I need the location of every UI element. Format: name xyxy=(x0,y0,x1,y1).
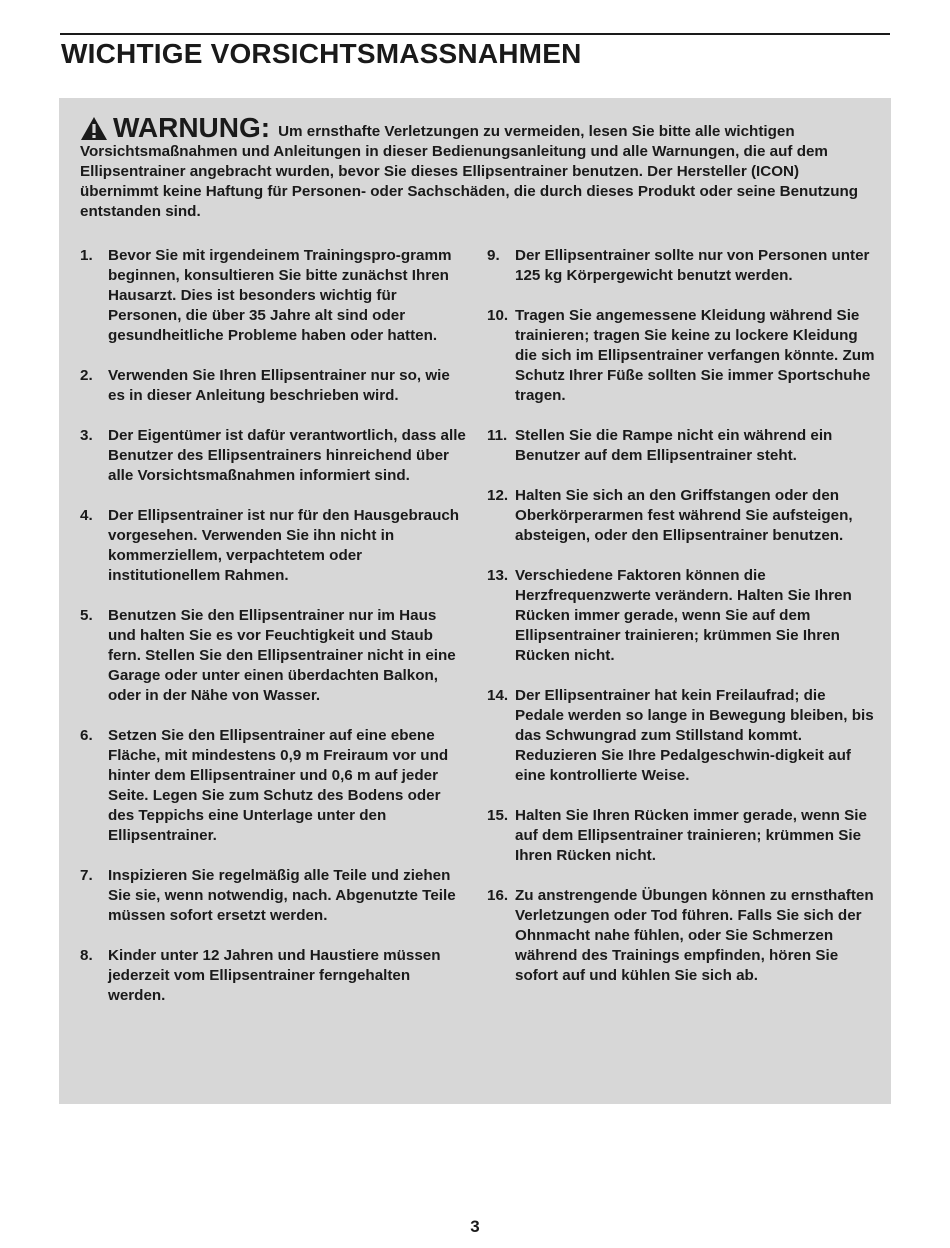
item-text: Der Eigentümer ist dafür verantwortlich, dass alle Benutzer des Ellipsentrainers hinreichend über alle Vorsichtsmaßnahmen informiert sind. xyxy=(108,427,466,484)
item-text: Tragen Sie angemessene Kleidung während Sie trainieren; tragen Sie keine zu lockere Kleidung die sich im Ellipsentrainer verfangen könnte. Zum Schutz Ihrer Füße sollten Sie immer Sportschuhe tragen. xyxy=(515,307,875,404)
item-text: Der Ellipsentrainer ist nur für den Hausgebrauch vorgesehen. Verwenden Sie ihn nicht in kommerziellem, verpachtetem oder institutionellem Rahmen. xyxy=(108,507,460,584)
item-text: Setzen Sie den Ellipsentrainer auf eine ebene Fläche, mit mindestens 0,9 m Freiraum vor und hinter dem Ellipsentrainer und 0,6 m auf jeder Seite. Legen Sie zum Schutz des Bodens oder des Teppichs eine Unterlage unter den Ellipsentrainer. xyxy=(108,727,449,844)
item-text: Kinder unter 12 Jahren und Haustiere müssen jederzeit vom Ellipsentrainer ferngehalten werden. xyxy=(108,947,441,1004)
item-number: 8. xyxy=(80,947,93,964)
item-number: 15. xyxy=(487,807,509,824)
item-number: 2. xyxy=(80,367,93,384)
precautions-right-column xyxy=(487,246,877,1006)
warning-paragraph xyxy=(80,114,875,222)
item-text: Inspizieren Sie regelmäßig alle Teile und ziehen Sie sie, wenn notwendig, nach. Abgenutzte Teile müssen sofort ersetzt werden. xyxy=(108,867,456,924)
list-item xyxy=(487,306,877,406)
list-item xyxy=(80,426,468,486)
item-number: 6. xyxy=(80,727,93,744)
item-text: Verwenden Sie Ihren Ellipsentrainer nur so, wie es in dieser Anleitung beschrieben wird. xyxy=(108,367,450,404)
list-item xyxy=(487,246,877,286)
warning-text: Um ernsthafte Verletzungen zu vermeiden, lesen Sie bitte alle wichtigen Vorsichtsmaßnahmen und Anleitungen in dieser Bedienungsanleitung und alle Warnungen, die auf dem Ellipsentrainer angebracht wurden, bevor Sie dieses Ellipsentrainer benutzen. Der Hersteller (ICON) übernimmt keine Haftung für Personen- oder Sachschäden, die durch dieses Produkt oder seine Benutzung entstanden sind. xyxy=(80,123,859,220)
item-number: 13. xyxy=(487,567,509,584)
top-rule xyxy=(60,33,890,35)
list-item xyxy=(487,686,877,786)
item-text: Der Ellipsentrainer hat kein Freilaufrad; die Pedale werden so lange in Bewegung bleiben, bis das Schwungrad zum Stillstand kommt. Reduzieren Sie Ihre Pedalgeschwin-digkeit auf eine kontrollierte Weise. xyxy=(515,687,874,784)
item-number: 4. xyxy=(80,507,93,524)
item-number: 14. xyxy=(487,687,509,704)
item-text: Zu anstrengende Übungen können zu ernsthaften Verletzungen oder Tod führen. Falls Sie sich der Ohnmacht nahe fühlen, oder Sie Schmerzen während des Trainings empfinden, hören Sie sofort auf und kühlen Sie sich ab. xyxy=(515,887,874,984)
list-item xyxy=(80,246,468,346)
page-title: WICHTIGE VORSICHTSMASSNAHMEN xyxy=(61,38,582,69)
page-number: 3 xyxy=(470,1217,480,1236)
item-number: 5. xyxy=(80,607,93,624)
item-number: 1. xyxy=(80,247,93,264)
item-text: Stellen Sie die Rampe nicht ein während ein Benutzer auf dem Ellipsentrainer steht. xyxy=(515,427,833,464)
list-item xyxy=(487,426,877,466)
item-text: Verschiedene Faktoren können die Herzfrequenzwerte verändern. Halten Sie Ihren Rücken immer gerade, wenn Sie auf dem Ellipsentrainer trainieren; krümmen Sie Ihren Rücken nicht. xyxy=(515,567,852,664)
warning-heading xyxy=(80,114,278,142)
precautions-left-column xyxy=(80,246,468,1026)
list-item xyxy=(80,726,468,846)
list-item xyxy=(80,366,468,406)
list-item xyxy=(80,866,468,926)
item-text: Halten Sie sich an den Griffstangen oder den Oberkörperarmen fest während Sie aufsteigen, absteigen, oder den Ellipsentrainer benutzen. xyxy=(515,487,853,544)
item-number: 12. xyxy=(487,487,509,504)
warning-label: WARNUNG: xyxy=(113,112,271,143)
list-item xyxy=(487,486,877,546)
list-item xyxy=(487,566,877,666)
list-item xyxy=(487,886,877,986)
item-number: 16. xyxy=(487,887,509,904)
list-item xyxy=(80,606,468,706)
item-number: 7. xyxy=(80,867,93,884)
item-number: 11. xyxy=(487,427,508,444)
item-number: 3. xyxy=(80,427,93,444)
item-text: Der Ellipsentrainer sollte nur von Personen unter 125 kg Körpergewicht benutzt werden. xyxy=(515,247,870,284)
item-number: 10. xyxy=(487,307,509,324)
item-number: 9. xyxy=(487,247,500,264)
item-text: Halten Sie Ihren Rücken immer gerade, wenn Sie auf dem Ellipsentrainer trainieren; krümmen Sie Ihren Rücken nicht. xyxy=(515,807,867,864)
list-item xyxy=(487,806,877,866)
list-item xyxy=(80,946,468,1006)
item-text: Bevor Sie mit irgendeinem Trainingspro-gramm beginnen, konsultieren Sie bitte zunächst Ihren Hausarzt. Dies ist besonders wichtig für Personen, die über 35 Jahre alt sind oder gesundheitliche Probleme haben oder hatten. xyxy=(108,247,452,344)
list-item xyxy=(80,506,468,586)
item-text: Benutzen Sie den Ellipsentrainer nur im Haus und halten Sie es vor Feuchtigkeit und Staub fern. Stellen Sie den Ellipsentrainer nicht in eine Garage oder unter einen überdachten Balkon, oder in der Nähe von Wasser. xyxy=(108,607,456,704)
warning-triangle-icon xyxy=(80,116,108,141)
